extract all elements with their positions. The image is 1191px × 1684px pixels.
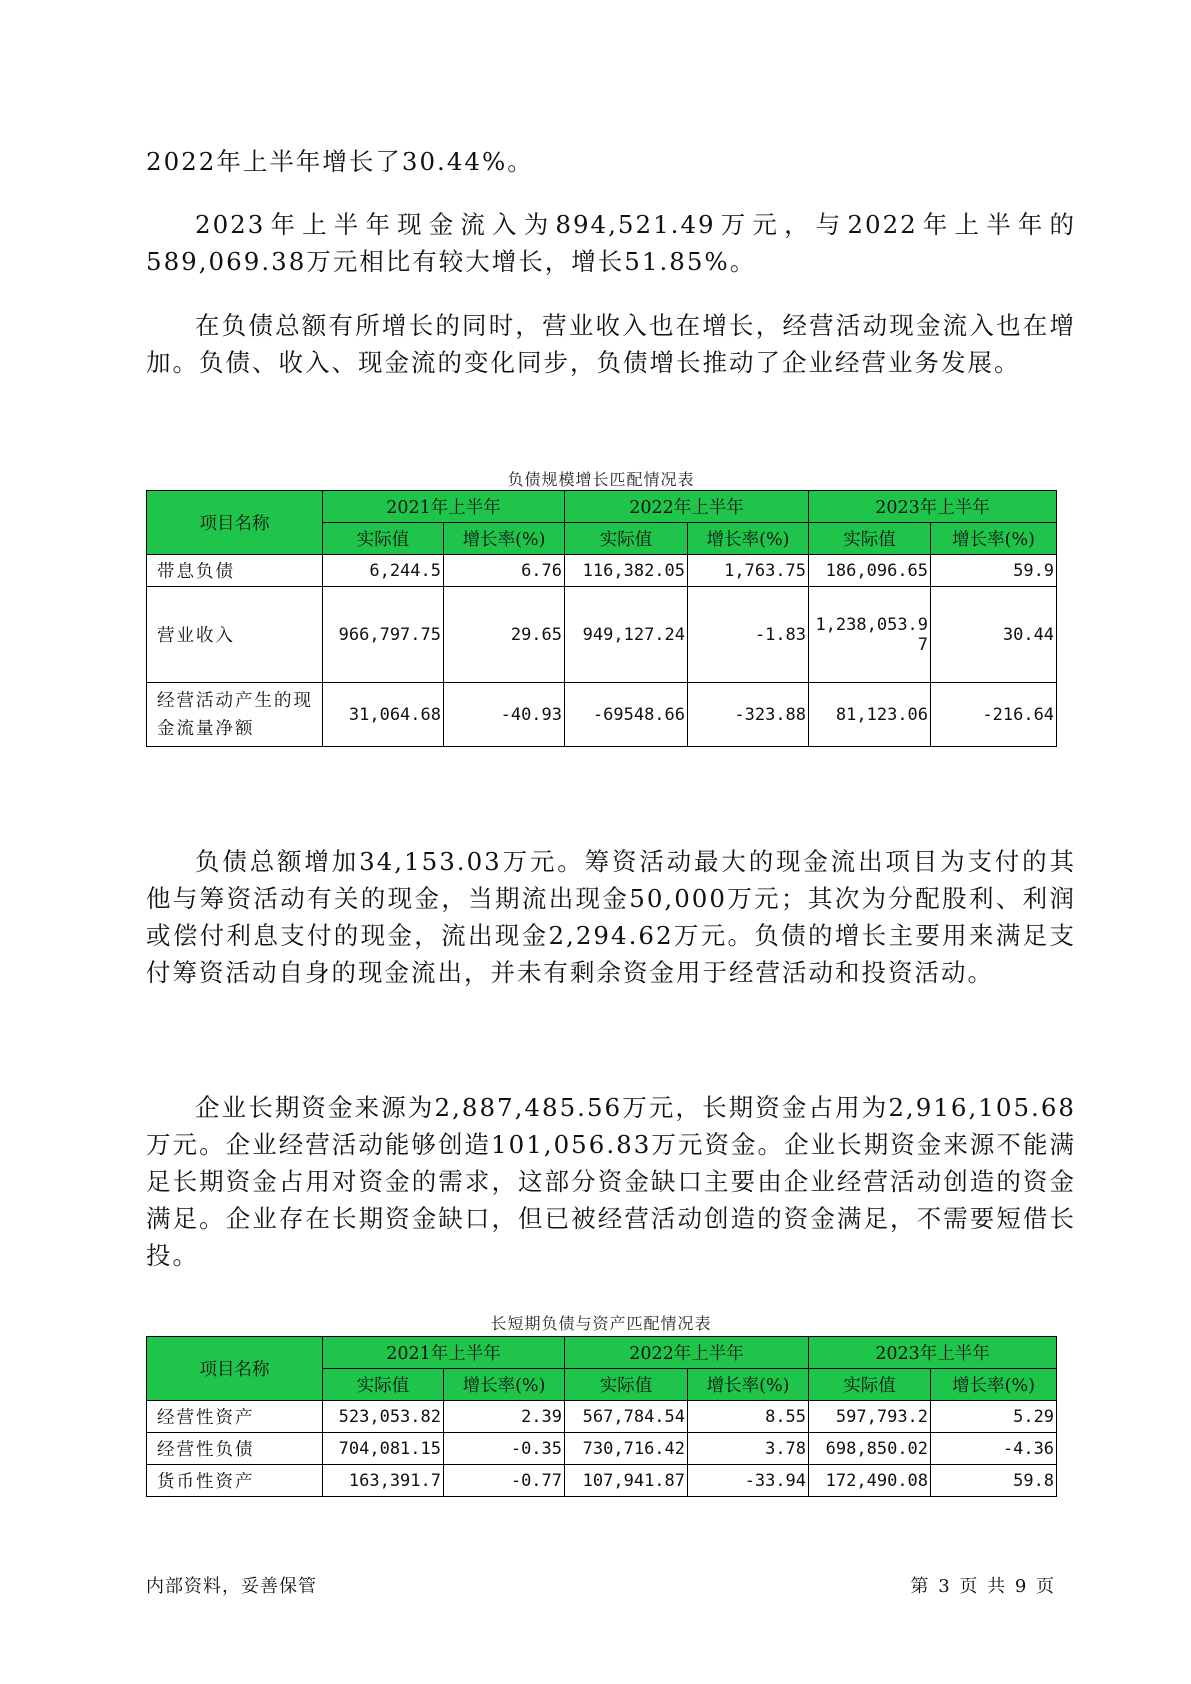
cell-value: 6,244.5 bbox=[323, 555, 444, 587]
table1-sub-actual: 实际值 bbox=[565, 523, 688, 555]
paragraph-5: 企业长期资金来源为2,887,485.56万元，长期资金占用为2,916,105.68万元。企业经营活动能够创造101,056.83万元资金。企业长期资金来源不能满足长期资金占用对资金的需求，这部分资金缺口主要由企业经营活动创造的资金满足。企业存在长期资金缺口，但已被经营活动创造的资金满足，不需要短借长投。 bbox=[146, 1093, 1076, 1270]
paragraph-4: 负债总额增加34,153.03万元。筹资活动最大的现金流出项目为支付的其他与筹资活动有关的现金，当期流出现金50,000万元；其次为分配股利、利润或偿付利息支付的现金，流出现金2,294.62万元。负债的增长主要用来满足支付筹资活动自身的现金流出，并未有剩余资金用于经营活动和投资活动。 bbox=[146, 847, 1076, 987]
table1-sub-actual: 实际值 bbox=[323, 523, 444, 555]
cell-growth: -33.94 bbox=[688, 1465, 809, 1497]
cell-value: 567,784.54 bbox=[565, 1401, 688, 1433]
cell-value: 730,716.42 bbox=[565, 1433, 688, 1465]
cell-value: 107,941.87 bbox=[565, 1465, 688, 1497]
cell-value: 81,123.06 bbox=[809, 683, 931, 747]
cell-value: 116,382.05 bbox=[565, 555, 688, 587]
cell-growth: -40.93 bbox=[444, 683, 565, 747]
table2-period-2023: 2023年上半年 bbox=[809, 1337, 1057, 1369]
table-row bbox=[147, 1401, 1057, 1433]
cell-value: 163,391.7 bbox=[323, 1465, 444, 1497]
cell-growth: -0.77 bbox=[444, 1465, 565, 1497]
table2-period-2022: 2022年上半年 bbox=[565, 1337, 809, 1369]
cell-growth: 6.76 bbox=[444, 555, 565, 587]
table1-caption: 负债规模增长匹配情况表 bbox=[507, 470, 695, 489]
table1-header-name: 项目名称 bbox=[147, 491, 323, 555]
table2-sub-growth: 增长率(%) bbox=[444, 1369, 565, 1401]
table1-sub-growth: 增长率(%) bbox=[688, 523, 809, 555]
cell-growth: 59.9 bbox=[931, 555, 1057, 587]
cell-value: -69548.66 bbox=[565, 683, 688, 747]
table2-header-name: 项目名称 bbox=[147, 1337, 323, 1401]
paragraph-1: 2022年上半年增长了30.44%。 bbox=[146, 147, 534, 176]
cell-growth: 3.78 bbox=[688, 1433, 809, 1465]
table1-sub-actual: 实际值 bbox=[809, 523, 931, 555]
table-row bbox=[147, 1465, 1057, 1497]
row-name: 经营性负债 bbox=[147, 1433, 323, 1465]
cell-value: 523,053.82 bbox=[323, 1401, 444, 1433]
cell-growth: -1.83 bbox=[688, 587, 809, 683]
table1-period-2021: 2021年上半年 bbox=[323, 491, 565, 523]
table1-sub-growth: 增长率(%) bbox=[931, 523, 1057, 555]
table1-sub-growth: 增长率(%) bbox=[444, 523, 565, 555]
table2-sub-growth: 增长率(%) bbox=[688, 1369, 809, 1401]
table-row bbox=[147, 587, 1057, 683]
paragraph-2: 2023年上半年现金流入为894,521.49万元，与2022年上半年的589,069.38万元相比有较大增长，增长51.85%。 bbox=[146, 210, 1076, 276]
row-name: 营业收入 bbox=[147, 587, 323, 683]
table1-header-row bbox=[147, 491, 1057, 523]
cell-growth: -0.35 bbox=[444, 1433, 565, 1465]
debt-asset-match-table bbox=[146, 1336, 1057, 1497]
row-name: 货币性资产 bbox=[147, 1465, 323, 1497]
cell-growth: -323.88 bbox=[688, 683, 809, 747]
table2-period-2021: 2021年上半年 bbox=[323, 1337, 565, 1369]
table1-period-2023: 2023年上半年 bbox=[809, 491, 1057, 523]
cell-growth: 29.65 bbox=[444, 587, 565, 683]
table-row bbox=[147, 1433, 1057, 1465]
cell-value: 31,064.68 bbox=[323, 683, 444, 747]
row-name: 经营性资产 bbox=[147, 1401, 323, 1433]
cell-growth: 30.44 bbox=[931, 587, 1057, 683]
table2-header-row bbox=[147, 1337, 1057, 1369]
cell-growth: -216.64 bbox=[931, 683, 1057, 747]
cell-value: 698,850.02 bbox=[809, 1433, 931, 1465]
page-number: 第 3 页 共 9 页 bbox=[910, 1576, 1056, 1597]
cell-value: 186,096.65 bbox=[809, 555, 931, 587]
cell-growth: 2.39 bbox=[444, 1401, 565, 1433]
cell-growth: 5.29 bbox=[931, 1401, 1057, 1433]
row-name: 经营活动产生的现金流量净额 bbox=[147, 683, 323, 747]
row-name: 带息负债 bbox=[147, 555, 323, 587]
cell-growth: 59.8 bbox=[931, 1465, 1057, 1497]
table2-sub-actual: 实际值 bbox=[323, 1369, 444, 1401]
cell-value: 966,797.75 bbox=[323, 587, 444, 683]
table2-sub-growth: 增长率(%) bbox=[931, 1369, 1057, 1401]
cell-value: 704,081.15 bbox=[323, 1433, 444, 1465]
cell-value: 172,490.08 bbox=[809, 1465, 931, 1497]
cell-value: 949,127.24 bbox=[565, 587, 688, 683]
paragraph-3: 在负债总额有所增长的同时，营业收入也在增长，经营活动现金流入也在增加。负债、收入、现金流的变化同步，负债增长推动了企业经营业务发展。 bbox=[146, 311, 1076, 377]
table1-period-2022: 2022年上半年 bbox=[565, 491, 809, 523]
cell-value: 597,793.2 bbox=[809, 1401, 931, 1433]
table2-sub-actual: 实际值 bbox=[565, 1369, 688, 1401]
cell-growth: -4.36 bbox=[931, 1433, 1057, 1465]
table-row bbox=[147, 555, 1057, 587]
cell-growth: 8.55 bbox=[688, 1401, 809, 1433]
table2-sub-actual: 实际值 bbox=[809, 1369, 931, 1401]
table-row bbox=[147, 683, 1057, 747]
cell-growth: 1,763.75 bbox=[688, 555, 809, 587]
debt-growth-table bbox=[146, 490, 1057, 747]
footer-confidential-note: 内部资料，妥善保管 bbox=[146, 1576, 317, 1597]
cell-value: 1,238,053.97 bbox=[809, 587, 931, 683]
table2-caption: 长短期负债与资产匹配情况表 bbox=[490, 1314, 712, 1333]
